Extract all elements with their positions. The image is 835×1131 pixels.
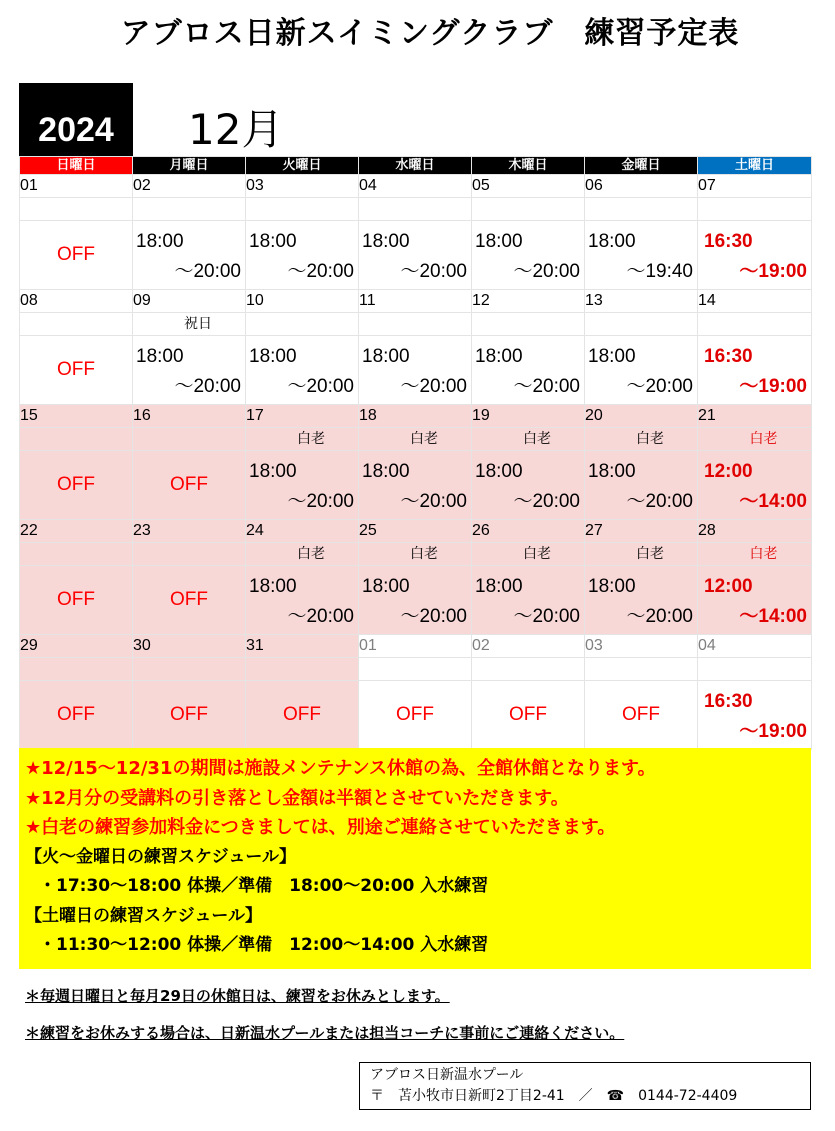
note-cell (133, 543, 246, 566)
practice-time (359, 221, 471, 287)
date-row (20, 175, 812, 198)
date-cell: 25 (359, 520, 472, 543)
date-cell: 13 (585, 290, 698, 313)
schedule-cell (133, 681, 246, 750)
start-time: 18:00 (475, 231, 523, 252)
end-time: ～20:00 (400, 606, 467, 627)
date-cell: 26 (472, 520, 585, 543)
year-badge: 2024 (19, 83, 133, 156)
end-time: ～19:00 (739, 376, 807, 397)
note-cell (698, 543, 812, 566)
date-cell: 27 (585, 520, 698, 543)
notice-closure: ★12/15～12/31の期間は施設メンテナンス休館の為、全館休館となります。 (25, 758, 656, 779)
schedule-cell (133, 451, 246, 520)
schedule-cell (20, 566, 133, 635)
start-time: 12:00 (704, 576, 753, 597)
note-cell (698, 428, 812, 451)
date-cell: 09 (133, 290, 246, 313)
time-row (20, 221, 812, 290)
note-cell (698, 313, 812, 336)
end-time: ～20:00 (513, 606, 580, 627)
schedule-cell (246, 336, 359, 405)
start-time: 18:00 (475, 346, 523, 367)
end-time: ～20:00 (400, 261, 467, 282)
date-cell: 12 (472, 290, 585, 313)
day-note: 白老 (410, 431, 438, 447)
note-row (20, 658, 812, 681)
note-cell (472, 313, 585, 336)
schedule-cell (472, 681, 585, 750)
schedule-cell (698, 221, 812, 290)
date-cell: 11 (359, 290, 472, 313)
end-time: ～20:00 (400, 376, 467, 397)
day-note: 白老 (410, 546, 438, 562)
start-time: 18:00 (249, 461, 297, 482)
end-time: ～19:40 (626, 261, 693, 282)
weekday-header: 日曜日 (20, 157, 133, 175)
weekday-header: 水曜日 (359, 157, 472, 175)
schedule-cell (698, 566, 812, 635)
schedule-cell (585, 221, 698, 290)
note-cell (359, 658, 472, 681)
note-row (20, 313, 812, 336)
schedule-cell (359, 566, 472, 635)
practice-time (585, 336, 697, 402)
schedule-cell (359, 221, 472, 290)
schedule-cell (246, 566, 359, 635)
note-cell (585, 428, 698, 451)
schedule-cell (133, 221, 246, 290)
note-cell (698, 198, 812, 221)
schedule-cell (472, 221, 585, 290)
day-note: 白老 (297, 546, 325, 562)
note-cell (20, 428, 133, 451)
practice-time (698, 336, 811, 402)
day-note: 白老 (523, 546, 551, 562)
date-cell: 23 (133, 520, 246, 543)
end-time: ～14:00 (739, 491, 807, 512)
weekday-header: 金曜日 (585, 157, 698, 175)
note-cell (246, 198, 359, 221)
date-cell: 10 (246, 290, 359, 313)
off-label: OFF (57, 589, 95, 610)
weekday-header: 火曜日 (246, 157, 359, 175)
practice-time (246, 451, 358, 517)
note-cell (20, 198, 133, 221)
note-cell (472, 543, 585, 566)
practice-time (133, 221, 245, 287)
time-row (20, 681, 812, 750)
start-time: 16:30 (704, 346, 753, 367)
off-label: OFF (283, 704, 321, 725)
practice-time (472, 451, 584, 517)
schedule-cell (20, 451, 133, 520)
date-row (20, 635, 812, 658)
schedule-cell (246, 681, 359, 750)
weekday-header: 木曜日 (472, 157, 585, 175)
start-time: 18:00 (249, 576, 297, 597)
schedule-cell (698, 451, 812, 520)
date-cell: 08 (20, 290, 133, 313)
date-cell: 19 (472, 405, 585, 428)
end-time: ～20:00 (174, 376, 241, 397)
practice-time (585, 566, 697, 632)
end-time: ～20:00 (287, 376, 354, 397)
note-cell (472, 428, 585, 451)
schedule-cell (246, 221, 359, 290)
end-time: ～20:00 (626, 491, 693, 512)
date-cell: 29 (20, 635, 133, 658)
end-time: ～20:00 (626, 606, 693, 627)
footnote-absence: ＊練習をお休みする場合は、日新温水プールまたは担当コーチに事前にご連絡ください。 (25, 1024, 625, 1042)
practice-time (472, 566, 584, 632)
end-time: ～20:00 (287, 261, 354, 282)
date-cell: 28 (698, 520, 812, 543)
note-cell (246, 543, 359, 566)
date-cell: 03 (585, 635, 698, 658)
schedule-heading-saturday: 【土曜日の練習スケジュール】 (25, 905, 262, 926)
practice-time (359, 336, 471, 402)
time-row (20, 566, 812, 635)
off-label: OFF (509, 704, 547, 725)
practice-time (698, 221, 811, 287)
date-cell: 21 (698, 405, 812, 428)
schedule-cell (359, 336, 472, 405)
note-cell (133, 658, 246, 681)
note-cell (359, 543, 472, 566)
schedule-cell (698, 336, 812, 405)
schedule-cell (133, 336, 246, 405)
date-cell: 22 (20, 520, 133, 543)
date-cell: 01 (20, 175, 133, 198)
end-time: ～20:00 (400, 491, 467, 512)
note-cell (585, 658, 698, 681)
practice-time (133, 336, 245, 402)
off-label: OFF (170, 704, 208, 725)
address-box (359, 1062, 811, 1110)
schedule-cell (133, 566, 246, 635)
start-time: 18:00 (588, 576, 636, 597)
date-cell: 31 (246, 635, 359, 658)
off-label: OFF (396, 704, 434, 725)
start-time: 16:30 (704, 691, 753, 712)
schedule-cell (585, 566, 698, 635)
day-note: 白老 (636, 546, 664, 562)
practice-time (698, 681, 811, 747)
off-label: OFF (57, 474, 95, 495)
weekday-header: 土曜日 (698, 157, 812, 175)
date-cell: 17 (246, 405, 359, 428)
date-cell: 18 (359, 405, 472, 428)
schedule-cell (472, 336, 585, 405)
date-row (20, 405, 812, 428)
date-cell: 07 (698, 175, 812, 198)
schedule-cell (246, 451, 359, 520)
facility-name: アブロス日新温水プール (370, 1067, 524, 1083)
note-row (20, 198, 812, 221)
day-note: 白老 (749, 546, 778, 562)
practice-time (472, 221, 584, 287)
weekday-header: 月曜日 (133, 157, 246, 175)
schedule-cell (359, 451, 472, 520)
notice-box (19, 748, 811, 969)
facility-address: 〒 苫小牧市日新町2丁目2-41 ／ ☎ 0144-72-4409 (370, 1088, 738, 1104)
off-label: OFF (57, 704, 95, 725)
note-cell (20, 313, 133, 336)
note-cell (585, 198, 698, 221)
practice-time (359, 566, 471, 632)
start-time: 18:00 (475, 576, 523, 597)
date-cell: 15 (20, 405, 133, 428)
time-row (20, 451, 812, 520)
off-label: OFF (170, 474, 208, 495)
schedule-saturday: ・11:30～12:00 体操／準備 12:00～14:00 入水練習 (39, 935, 489, 955)
end-time: ～20:00 (174, 261, 241, 282)
day-note: 祝日 (184, 316, 212, 332)
time-row (20, 336, 812, 405)
schedule-cell (585, 681, 698, 750)
month-label: 12月 (188, 105, 284, 154)
date-row (20, 290, 812, 313)
practice-time (472, 336, 584, 402)
date-cell: 02 (133, 175, 246, 198)
schedule-cell (472, 451, 585, 520)
note-cell (359, 313, 472, 336)
off-label: OFF (170, 589, 208, 610)
date-cell: 04 (359, 175, 472, 198)
end-time: ～19:00 (739, 261, 807, 282)
note-row (20, 428, 812, 451)
start-time: 16:30 (704, 231, 753, 252)
start-time: 18:00 (136, 346, 184, 367)
end-time: ～20:00 (513, 376, 580, 397)
practice-time (246, 566, 358, 632)
end-time: ～20:00 (287, 491, 354, 512)
start-time: 18:00 (362, 346, 410, 367)
start-time: 18:00 (249, 231, 297, 252)
weekday-header-row (20, 157, 812, 175)
date-cell: 30 (133, 635, 246, 658)
note-cell (472, 658, 585, 681)
practice-time (698, 566, 811, 632)
start-time: 18:00 (362, 461, 410, 482)
practice-time (246, 221, 358, 287)
note-cell (20, 658, 133, 681)
notice-shiraoi: ★白老の練習参加料金につきましては、別途ご連絡させていただきます。 (25, 817, 616, 838)
schedule-cell (20, 681, 133, 750)
start-time: 12:00 (704, 461, 753, 482)
date-cell: 05 (472, 175, 585, 198)
practice-time (359, 451, 471, 517)
start-time: 18:00 (588, 346, 636, 367)
start-time: 18:00 (588, 231, 636, 252)
note-row (20, 543, 812, 566)
schedule-heading-weekday: 【火～金曜日の練習スケジュール】 (25, 846, 296, 867)
end-time: ～20:00 (287, 606, 354, 627)
schedule-cell (20, 336, 133, 405)
note-cell (246, 313, 359, 336)
schedule-weekday: ・17:30～18:00 体操／準備 18:00～20:00 入水練習 (39, 876, 489, 896)
note-cell (472, 198, 585, 221)
page-title: アブロス日新スイミングクラブ 練習予定表 (120, 16, 740, 51)
footnote-holidays: ＊毎週日曜日と毎月29日の休館日は、練習をお休みとします。 (25, 987, 450, 1005)
date-cell: 02 (472, 635, 585, 658)
notice-fee: ★12月分の受講料の引き落とし金額は半額とさせていただきます。 (25, 787, 569, 809)
practice-time (585, 221, 697, 287)
date-cell: 06 (585, 175, 698, 198)
day-note: 白老 (523, 431, 551, 447)
practice-time (698, 451, 811, 517)
day-note: 白老 (297, 431, 325, 447)
note-cell (359, 428, 472, 451)
off-label: OFF (57, 359, 95, 380)
schedule-cell (585, 451, 698, 520)
end-time: ～20:00 (513, 261, 580, 282)
start-time: 18:00 (588, 461, 636, 482)
note-cell (133, 428, 246, 451)
off-label: OFF (57, 244, 95, 265)
start-time: 18:00 (249, 346, 297, 367)
date-cell: 03 (246, 175, 359, 198)
date-row (20, 520, 812, 543)
date-cell: 24 (246, 520, 359, 543)
note-cell (20, 543, 133, 566)
practice-time (585, 451, 697, 517)
end-time: ～14:00 (739, 606, 807, 627)
date-cell: 16 (133, 405, 246, 428)
note-cell (585, 313, 698, 336)
schedule-cell (698, 681, 812, 750)
date-cell: 04 (698, 635, 812, 658)
calendar-table (19, 156, 812, 750)
practice-time (246, 336, 358, 402)
start-time: 18:00 (362, 576, 410, 597)
note-cell (698, 658, 812, 681)
end-time: ～19:00 (739, 721, 807, 742)
note-cell (585, 543, 698, 566)
schedule-cell (585, 336, 698, 405)
schedule-cell (20, 221, 133, 290)
note-cell (246, 428, 359, 451)
date-cell: 01 (359, 635, 472, 658)
off-label: OFF (622, 704, 660, 725)
start-time: 18:00 (475, 461, 523, 482)
date-cell: 14 (698, 290, 812, 313)
note-cell (246, 658, 359, 681)
day-note: 白老 (749, 431, 778, 447)
start-time: 18:00 (136, 231, 184, 252)
start-time: 18:00 (362, 231, 410, 252)
schedule-cell (472, 566, 585, 635)
note-cell (133, 313, 246, 336)
end-time: ～20:00 (626, 376, 693, 397)
note-cell (359, 198, 472, 221)
date-cell: 20 (585, 405, 698, 428)
note-cell (133, 198, 246, 221)
schedule-cell (359, 681, 472, 750)
end-time: ～20:00 (513, 491, 580, 512)
day-note: 白老 (636, 431, 664, 447)
